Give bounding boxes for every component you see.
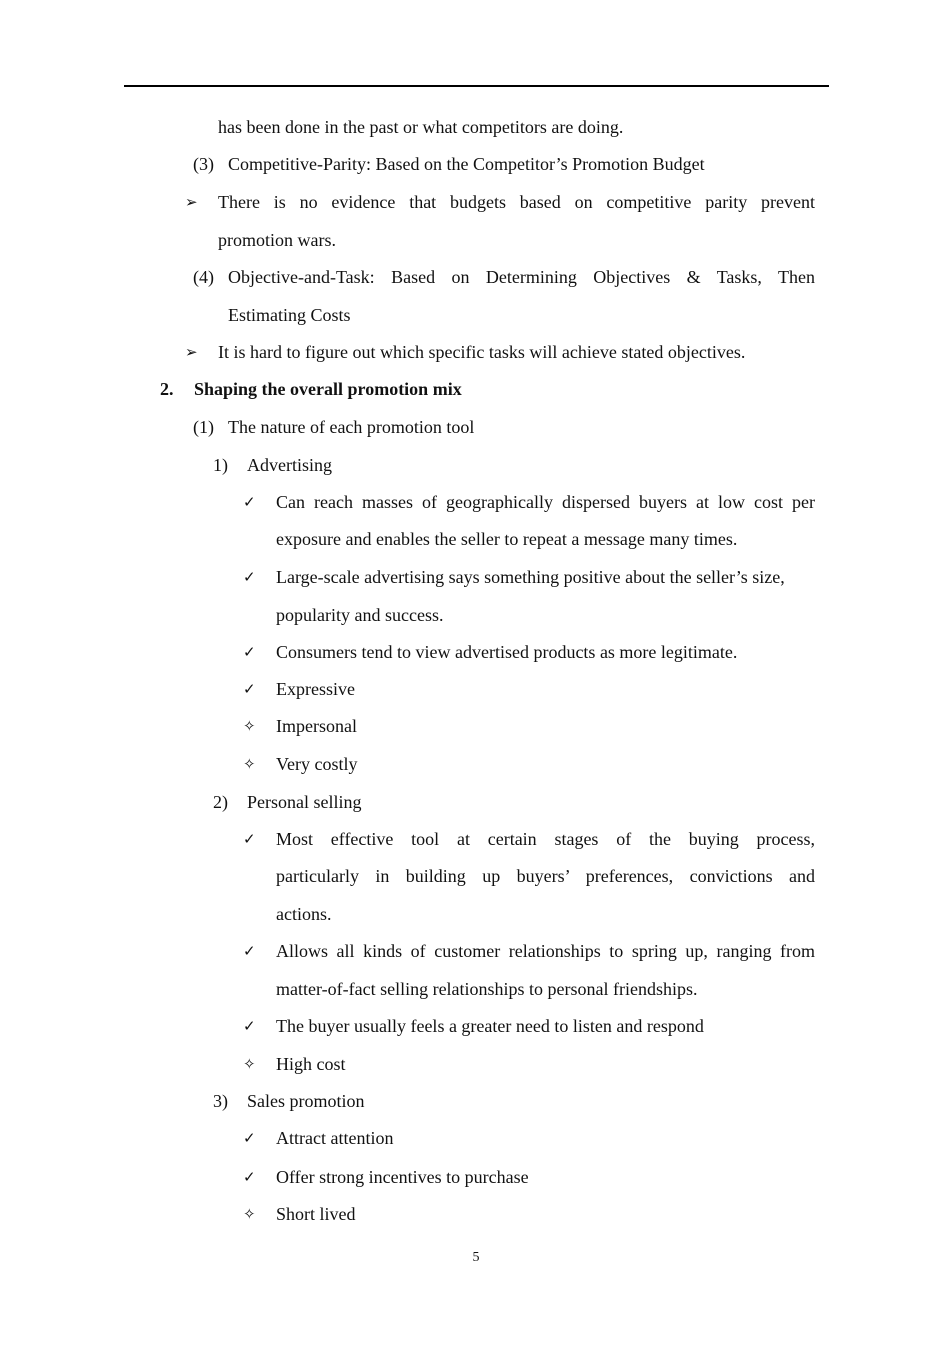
section-heading: Shaping the overall promotion mix [194,379,462,399]
check-item-text-cont: matter-of-fact selling relationships to personal friendships. [276,979,698,999]
check-item-text-cont: exposure and enables the seller to repeat a message many times. [276,529,738,549]
bullet-text-cont: promotion wars. [218,230,336,250]
section-number: 2. [160,379,174,399]
star-item-text: High cost [276,1054,346,1074]
check-icon: ✓ [243,568,256,586]
star-icon: ✧ [243,755,256,773]
subitem-number: 1) [213,455,228,475]
check-icon: ✓ [243,1129,256,1147]
subitem-heading: Personal selling [247,792,362,812]
subitem-number: 2) [213,792,228,812]
star-icon: ✧ [243,1055,256,1073]
page-number: 5 [472,1250,480,1265]
item-heading: The nature of each promotion tool [228,417,475,437]
star-item-text: Impersonal [276,716,357,736]
bullet-text: It is hard to figure out which specific tasks will achieve stated objectives. [218,342,746,362]
arrow-bullet-icon: ➢ [185,343,198,361]
star-item-text: Very costly [276,754,358,774]
subitem-heading: Advertising [247,455,332,475]
item-heading: Objective-and-Task: Based on Determining Objectives & Tasks, Then [228,267,815,287]
header-rule [124,85,829,87]
item-number: (4) [193,267,214,287]
star-icon: ✧ [243,1205,256,1223]
check-icon: ✓ [243,1017,256,1035]
check-icon: ✓ [243,942,256,960]
item-number: (3) [193,154,214,174]
check-item-text: The buyer usually feels a greater need to listen and respond [276,1016,704,1036]
check-item-text-cont: actions. [276,904,332,924]
check-icon: ✓ [243,493,256,511]
check-icon: ✓ [243,830,256,848]
check-item-text-cont: particularly in building up buyers’ preferences, convictions and [276,866,815,886]
item-number: (1) [193,417,214,437]
subitem-number: 3) [213,1091,228,1111]
check-item-text: Allows all kinds of customer relationships to spring up, ranging from [276,941,815,961]
check-item-text: Offer strong incentives to purchase [276,1167,529,1187]
check-icon: ✓ [243,1168,256,1186]
check-item-text: Attract attention [276,1128,394,1148]
check-item-text: Most effective tool at certain stages of the buying process, [276,829,815,849]
check-icon: ✓ [243,643,256,661]
check-item-text: Expressive [276,679,355,699]
continuation-line: has been done in the past or what competitors are doing. [218,117,624,137]
subitem-heading: Sales promotion [247,1091,365,1111]
item-heading-cont: Estimating Costs [228,305,351,325]
star-icon: ✧ [243,717,256,735]
check-item-text-cont: popularity and success. [276,605,444,625]
arrow-bullet-icon: ➢ [185,193,198,211]
check-item-text: Large-scale advertising says something positive about the seller’s size, [276,567,785,587]
bullet-text: There is no evidence that budgets based on competitive parity prevent [218,192,815,212]
check-icon: ✓ [243,680,256,698]
item-heading: Competitive-Parity: Based on the Competitor’s Promotion Budget [228,154,705,174]
check-item-text: Consumers tend to view advertised products as more legitimate. [276,642,738,662]
star-item-text: Short lived [276,1204,356,1224]
check-item-text: Can reach masses of geographically dispersed buyers at low cost per [276,492,815,512]
